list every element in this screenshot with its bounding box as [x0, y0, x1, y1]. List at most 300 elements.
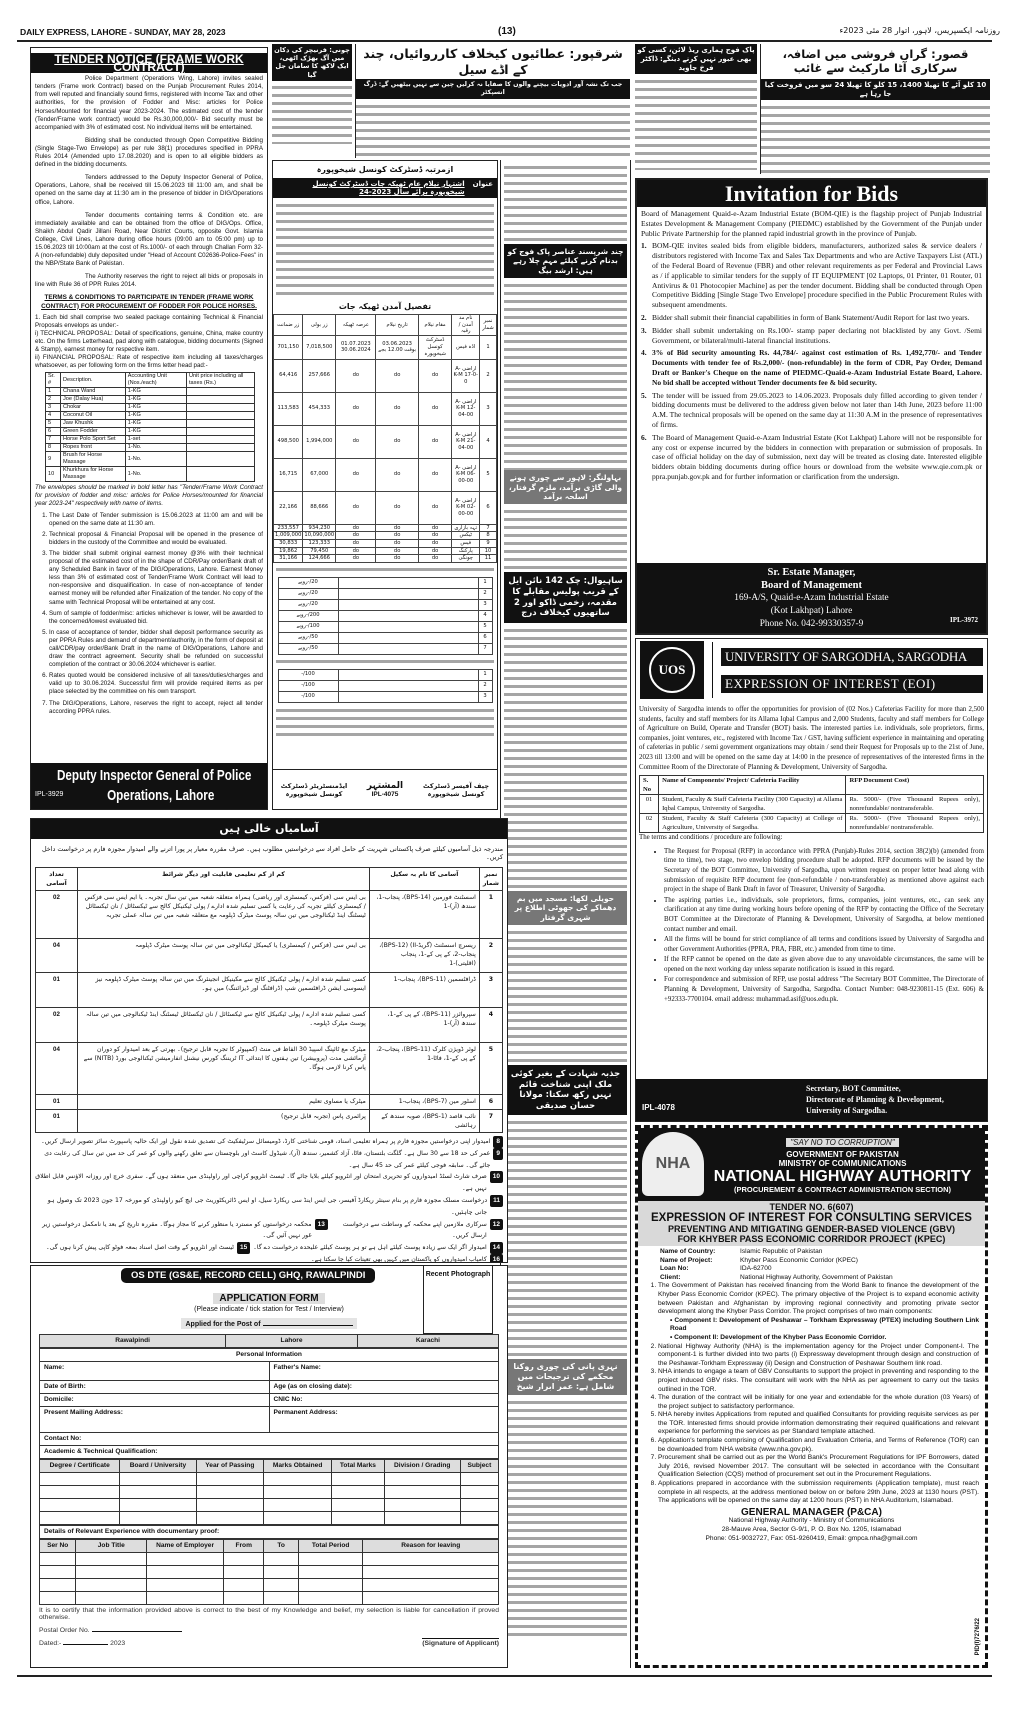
- table-cell: کسی تسلیم شدہ ادارے / پولی ٹیکنیکل کالج سے ٹیکسٹائل / نان ٹیکسٹائل ٹیسٹنگ اینڈ ٹیکنالوجی میں تین سالہ پوسٹ میٹرک ڈپلومہ۔: [78, 1008, 370, 1043]
- entry-cell[interactable]: [460, 1473, 498, 1486]
- item-number: 2.: [641, 312, 647, 322]
- applied-post-label: Applied for the Post of: [185, 1321, 261, 1328]
- row-number: 2: [478, 680, 492, 691]
- cnic-field[interactable]: CNIC No:: [269, 1394, 499, 1407]
- entry-cell[interactable]: [40, 1592, 76, 1605]
- station-karachi[interactable]: Karachi: [357, 1335, 498, 1348]
- table-cell: 1-KG: [125, 388, 186, 396]
- entry-cell[interactable]: [40, 1486, 120, 1499]
- tender-paragraph: Bidding shall be conducted through Open Competitive Bidding (Single Stage-Two Envelope) as per rule 38(1) procedures specified in PPRA Rules 2014 (Amended upto 17.08.2020) and is open to all eligible bidders as defined in the bidding documents.: [35, 136, 263, 169]
- entry-cell[interactable]: [363, 1579, 499, 1592]
- table-row: [36, 973, 503, 1008]
- entry-cell[interactable]: [223, 1566, 263, 1579]
- table-cell: Khurkhura for Horse Massage: [60, 467, 125, 482]
- detail-label: Name of Project:: [660, 1256, 713, 1264]
- table-cell: 4: [479, 1008, 502, 1043]
- entry-cell[interactable]: [264, 1486, 332, 1499]
- fee-amount: 100/-: [278, 669, 338, 680]
- fee-description: [338, 680, 478, 691]
- table-row: [46, 412, 255, 420]
- table-cell: 01: [640, 795, 659, 814]
- vacancies-ad: [30, 818, 508, 1263]
- ipl-code: IPL-4075: [371, 791, 399, 798]
- signatory-block: [636, 1079, 987, 1121]
- table-cell: do: [418, 539, 452, 547]
- note-text: امیدوار اپنی درخواستیں مجوزہ فارم پر ہمراہ تعلیمی اسناد، قومی شناختی کارڈ، ڈومیسائل سرٹیفکیٹ کی تصدیق شدہ نقول اور ایک حالیہ پاسپورٹ سائز تصویر ارسال کریں۔: [41, 1138, 491, 1145]
- detail-label: Loan No:: [660, 1265, 689, 1273]
- entry-cell[interactable]: [40, 1512, 120, 1525]
- item-text: The tender will be issued from 29.05.2023 to 14.06.2023. Proposals duly filled according to given tender / bidding documents must be delivered to the address given below not later than 14th June, 2023 before 11:00 A.M. The technical proposals will be opened on the same day at 11:30 A.M in the presence of representatives of firms.: [652, 390, 982, 429]
- table-cell: 1-KG: [125, 420, 186, 428]
- signatory-line: Secretary, BOT Committee,: [806, 1084, 901, 1093]
- entry-cell[interactable]: [223, 1592, 263, 1605]
- detail-row: [644, 1248, 979, 1257]
- table-header: نمبر شمار: [479, 868, 502, 891]
- signature-field[interactable]: (Signature of Applicant): [422, 1640, 499, 1647]
- signatory-line: 169-A/S, Quaid-e-Azam Industrial Estate: [734, 593, 889, 603]
- ad-title: Invitation for Bids: [637, 180, 986, 207]
- table-cell: 9: [46, 452, 61, 467]
- table-cell: do: [336, 524, 376, 532]
- terms-list: [639, 847, 984, 1005]
- table-cell: 19,862: [274, 547, 303, 555]
- table-cell: Ropes front: [60, 444, 125, 452]
- table-cell: بی ایس سی (فزکس، کیمسٹری اور ریاضی) ہمراہ متعلقہ شعبہ میں تین سال تجربہ۔ یا ایم ایس سی فزکس / کیمسٹری کیلئے تجربہ کی رعایت یا کسی تسلیم شدہ ادارے / پولی ٹیکنیکل کالج سے ٹیکسٹائل / نان ٹیکسٹائل ٹیسٹنگ اینڈ ٹیکنالوجی میں تین سالہ پوسٹ میٹرک ڈپلومہ مع متعلقہ شعبہ میں تین سالہ عملی تجربہ: [78, 891, 370, 939]
- table-cell: Chokar: [60, 404, 125, 412]
- row-number: 5: [478, 621, 492, 632]
- note-number-badge: 16: [490, 1254, 503, 1263]
- eoi-item: 4. The duration of the contract will be initially for one year and extendable for the whole duration (03 Years) of the project subject to satisfactory performance.: [658, 1394, 979, 1411]
- table-cell: ڈرافٹسمین (BPS-11)، پنجاب-1: [369, 973, 479, 1008]
- table-cell: 79,450: [303, 547, 336, 555]
- table-cell: do: [376, 524, 418, 532]
- entry-cell[interactable]: [384, 1486, 460, 1499]
- academic-table: [39, 1459, 499, 1525]
- logo-seal: UOS: [649, 647, 695, 693]
- fee-description: [338, 643, 478, 654]
- table-cell: 5: [480, 458, 497, 491]
- table-row: [274, 359, 497, 392]
- table-cell: 64,416: [274, 359, 303, 392]
- table-cell: 01: [36, 1095, 78, 1110]
- experience-rows: [39, 1539, 499, 1605]
- fee-row: [278, 643, 492, 654]
- note-text: سرکاری ملازمین اپنے محکمہ کے وساطت سے درخواست ارسال کریں۔: [342, 1220, 487, 1240]
- entry-cell[interactable]: [120, 1512, 196, 1525]
- note-number-badge: 9: [493, 1148, 503, 1160]
- dob-field[interactable]: Date of Birth:: [40, 1381, 270, 1394]
- entry-cell[interactable]: [196, 1499, 264, 1512]
- table-cell: 10,090,000: [304, 532, 335, 539]
- station-lahore[interactable]: Lahore: [226, 1335, 358, 1348]
- table-cell: [187, 388, 255, 396]
- table-cell: 498,500: [274, 425, 303, 458]
- entry-cell[interactable]: [363, 1592, 499, 1605]
- table-header: RFP Document Cost): [846, 776, 984, 795]
- table-header: تعداد آسامی: [36, 868, 78, 891]
- eoi-subtitle: FOR KHYBER PASS ECONOMIC CORRIDOR PROJECT (KPEC): [677, 1234, 946, 1244]
- entry-cell[interactable]: [460, 1486, 498, 1499]
- advertiser-label: المشتہر: [366, 781, 404, 791]
- table-cell: 02: [36, 891, 78, 939]
- entry-cell[interactable]: [120, 1473, 196, 1486]
- ipl-code: IPL-3972: [950, 616, 978, 624]
- name-field[interactable]: Name:: [40, 1362, 270, 1381]
- row-number: 1: [478, 669, 492, 680]
- table-header: Name of Components/ Project/ Cafeteria Facility: [659, 776, 846, 795]
- section-heading: Academic & Technical Qualification:: [40, 1446, 499, 1459]
- table-row: [36, 1110, 503, 1133]
- entry-cell[interactable]: [264, 1566, 298, 1579]
- table-cell: اراضی A-K-M 17-0-0: [452, 359, 480, 392]
- table-header: زر ضمانت: [274, 315, 303, 336]
- entry-cell[interactable]: [363, 1553, 499, 1566]
- urdu-news-column: [500, 160, 631, 1668]
- envelope-note: The envelopes should be marked in bold letter has "Tender/Frame Work Contract for provision of fodder and misc: articles for Police Horses/mounted for financial year 2023-24" respectively with name of items.: [35, 484, 263, 508]
- table-cell: 7: [46, 436, 61, 444]
- table-row: [46, 452, 255, 467]
- entry-cell[interactable]: [196, 1473, 264, 1486]
- column-header: Job Title: [76, 1540, 147, 1553]
- table-header: Accounting Unit (Nos./each): [125, 373, 186, 388]
- entry-cell[interactable]: [298, 1553, 363, 1566]
- entry-row: [40, 1473, 499, 1486]
- headline: حویلی لکھا: مسجد میں بم دھماکے کی جھوٹی اطلاع پر شہری گرفتار: [504, 891, 627, 925]
- article-body-text: [272, 84, 352, 144]
- table-cell: 1-set: [125, 436, 186, 444]
- table-row: [46, 436, 255, 444]
- table-cell: 30,833: [274, 539, 303, 547]
- entry-cell[interactable]: [120, 1486, 196, 1499]
- photo-box[interactable]: Recent Photograph: [423, 1265, 493, 1334]
- note-row: [31, 1148, 507, 1172]
- table-cell: اراضی A-K-M 06-00-00: [452, 458, 480, 491]
- table-cell: 3: [46, 404, 61, 412]
- note-text: عمر کی حد 18 سے 30 سال ہے۔ گلگت بلتستان، فاٹا، آزاد کشمیر، سندھ (آر)، شیڈول کاسٹ اور بلوچستان سے تعلق رکھنے والوں کو عمر کی حد میں تین سال کی رعایت دی جائے گی۔ سابقہ فوجی کیلئے عمر کی حد 45 سال ہے۔: [44, 1149, 491, 1169]
- table-cell: do: [336, 359, 376, 392]
- table-cell: 04: [36, 939, 78, 973]
- tender-title: TENDER NOTICE (FRAME WORK CONTRACT): [31, 53, 267, 73]
- table-cell: Coconut Oil: [60, 412, 125, 420]
- entry-cell[interactable]: [120, 1499, 196, 1512]
- entry-cell[interactable]: [76, 1553, 147, 1566]
- news-pakfauj: [635, 44, 757, 174]
- header-row: [40, 1460, 499, 1473]
- fee-description: [338, 577, 478, 588]
- article-body-text: [504, 282, 627, 470]
- article-body-text: [504, 929, 627, 1065]
- address-line: National Highway Authority - Ministry of Communications: [728, 1517, 895, 1525]
- ministry: MINISTRY OF COMMUNICATIONS: [778, 1159, 907, 1168]
- entry-cell[interactable]: [264, 1579, 298, 1592]
- fee-row: [278, 610, 492, 621]
- table-row: [36, 1008, 503, 1043]
- entry-cell[interactable]: [298, 1566, 363, 1579]
- fee-row: [278, 588, 492, 599]
- entry-row: [40, 1579, 499, 1592]
- entry-cell[interactable]: [40, 1566, 76, 1579]
- nha-logo: [642, 1132, 704, 1196]
- table-row: [36, 1095, 503, 1110]
- entry-cell[interactable]: [76, 1566, 147, 1579]
- table-row: [46, 404, 255, 412]
- table-cell: 7,018,500: [303, 335, 336, 359]
- table-cell: اسٹور مین (BPS-7)، پنجاب-1: [369, 1095, 479, 1110]
- entry-cell[interactable]: [76, 1592, 147, 1605]
- entry-cell[interactable]: [460, 1512, 498, 1525]
- condition-item: 2. Technical proposal & Financial Proposal will be opened in the presence of bidders in the custody of the Committee and would be evaluated.: [49, 531, 263, 547]
- row-number: 3: [478, 691, 492, 702]
- note-number-badge: 13: [315, 1219, 328, 1231]
- table-cell: Brush for Horse Massage: [60, 452, 125, 467]
- table-cell: 233,557: [274, 524, 303, 532]
- table-cell: لوئر ڈویژن کلرک (BPS-11)، پنجاب-2، کے پی کے-1، فاٹا-1: [369, 1043, 479, 1095]
- table-header: آسامی کا نام بہ سکیل: [369, 868, 479, 891]
- headline: جذبہ شہادت کے بغیر کوئی ملک اپنی شناخت قائم نہیں رکھ سکتا: مولانا حسان صدیقی: [504, 1065, 627, 1116]
- invitation-for-bids-ad: [635, 178, 988, 635]
- eoi-item: 6. Application's template comprising of Qualification and Evaluation Criteria, and Terms of Reference (TOR) can be downloaded from NHA website (www.nha.gov.pk).: [658, 1437, 979, 1454]
- entry-cell[interactable]: [196, 1486, 264, 1499]
- condition-item: 6. Rates quoted would be considered inclusive of all taxes/duties/charges and valid up to 30.06.2024. Successful firm will provide required items as per place selected by the committee on his own transport.: [49, 672, 263, 696]
- table-cell: 1-KG: [125, 412, 186, 420]
- row-number: 6: [478, 632, 492, 643]
- entry-cell[interactable]: [332, 1512, 385, 1525]
- dated-label: Dated:-: [39, 1640, 62, 1647]
- table-cell: ریسرچ اسسٹنٹ (گریڈ-II) (BPS-12)، پنجاب-2، کے پی کے-1، پنجاب (اقلیتی)-1: [369, 939, 479, 973]
- newspaper-masthead: DAILY EXPRESS, LAHORE - SUNDAY, MAY 28, 2023: [20, 27, 226, 37]
- table-cell: do: [336, 425, 376, 458]
- fee-amount: 200/-روپے: [278, 610, 338, 621]
- note-row: [31, 1171, 507, 1195]
- signatory-line: Operations, Lahore: [107, 787, 215, 804]
- table-header: مقام نیلام: [418, 315, 452, 336]
- entry-cell[interactable]: [384, 1512, 460, 1525]
- table-cell: [187, 420, 255, 428]
- table-cell: 2: [46, 396, 61, 404]
- condition-item: 1. The Last Date of Tender submission is 15.06.2023 at 11:00 am and will be opened on the same date at 11:30 am.: [49, 512, 263, 528]
- tender-number: TENDER NO. 6(607): [769, 1202, 854, 1212]
- table-cell: [187, 396, 255, 404]
- personal-info-table: [39, 1334, 499, 1348]
- table-cell: 701,150: [274, 335, 303, 359]
- ad-title: اشتہار نیلام عام ٹھیکہ جات ڈسٹرکٹ کونسل شیخوپورہ برائے سال 2023-24: [312, 180, 465, 196]
- entry-cell[interactable]: [264, 1473, 332, 1486]
- entry-cell[interactable]: [298, 1579, 363, 1592]
- form-title: APPLICATION FORM: [213, 1293, 324, 1304]
- column-header: Subject: [460, 1460, 498, 1473]
- government: GOVERNMENT OF PAKISTAN: [786, 1150, 899, 1159]
- address-line: Phone: 051-9032727, Fax: 051-9260419, Email: gmpca.nha@gmail.com: [705, 1534, 918, 1542]
- table-cell: 67,000: [303, 458, 336, 491]
- table-cell: Rs. 5000/- (Five Thousand Rupees only), nonrefundable/ nontransferable.: [846, 795, 984, 814]
- entry-cell[interactable]: [76, 1579, 147, 1592]
- terms-item: • The Request for Proposal (RFP) in accordance with PPRA (Punjab)-Rules 2014, section 38(2)(b) (amended from time to time), two stage, two envelop bidding procedure shall be adopted. RFP documents will be issued by the Secretary of the BOT Committee, University of Sargodha, upon written request on proper letter head along with submission of requisite RFP document fee (non-refundable / non-transferable) as mentioned above against each project in the shape of Bank Draft in favor of Treasurer, University of Sargodha.: [664, 847, 984, 895]
- tender-paragraph: The Authority reserves the right to reject all bids or proposals in line with Rule 36 of PPR Rules 2014.: [35, 273, 263, 289]
- table-header: تاریخ نیلام: [376, 315, 418, 336]
- table-cell: 1: [46, 388, 61, 396]
- entry-cell[interactable]: [223, 1579, 263, 1592]
- fee-row: [278, 577, 492, 588]
- row-number: 7: [478, 643, 492, 654]
- eoi-item: 8. Applications prepared in accordance with the submission requirements (Application template), must reach complete in all respects, at the address mentioned below on or before 29th June, 2023 at 1130 hours (PST). The applications will be opened on the same day at 1200 hours (PST) in NHA Auditorium, Islamabad.: [658, 1480, 979, 1506]
- entry-cell[interactable]: [40, 1499, 120, 1512]
- table-cell: do: [376, 392, 418, 425]
- table-row: [640, 814, 984, 833]
- entry-cell[interactable]: [384, 1473, 460, 1486]
- university-logo: [640, 641, 704, 699]
- entry-cell[interactable]: [147, 1553, 224, 1566]
- entry-cell[interactable]: [147, 1566, 224, 1579]
- clause: ii) FINANCIAL PROPOSAL: Rate of respective item including all taxes/charges whatsoever, as per following form on the firms letter head pad:-: [35, 354, 263, 370]
- table-cell: 1-KG: [125, 428, 186, 436]
- domicile-field[interactable]: Domicile:: [40, 1394, 270, 1407]
- entry-cell[interactable]: [384, 1499, 460, 1512]
- fee-row: [278, 621, 492, 632]
- permanent-address-field[interactable]: Permanent Address:: [269, 1407, 499, 1433]
- mailing-address-field[interactable]: Present Mailing Address:: [40, 1407, 270, 1433]
- item-number: 1.: [641, 241, 647, 251]
- condition-item: 4. Sum of sample of fodder/misc: articles whichever is lower, will be awarded to the concerned/lowest evaluated bid.: [49, 610, 263, 626]
- table-cell: do: [376, 458, 418, 491]
- item-text: Bidder shall submit undertaking on Rs.100/- stamp paper declaring not blacklisted by any Govt. /Semi Government, or bilateral/multi-lateral financial institutions.: [652, 325, 982, 345]
- eoi-item-text: The Government of Pakistan has received financing from the World Bank to finance the development of the Khyber Pass Economic Corridor (KPEC). The primary objective of the Project is to expand economic activity between Pakistan and Afghanistan by improving regional connectivity and promoting private sector development along the Khyber Pass Corridor. The project comprises of two main components:: [658, 1282, 979, 1316]
- entry-cell[interactable]: [264, 1512, 332, 1525]
- terms-title: TERMS & CONDITIONS TO PARTICIPATE IN TENDER (FRAME WORK CONTRACT) FOR PROCUREMENT OF FODDER FOR POLICE HORSES.: [41, 294, 257, 310]
- table-header: نمبر شمار: [480, 315, 497, 336]
- table-cell: 7: [480, 524, 497, 532]
- entry-cell[interactable]: [223, 1553, 263, 1566]
- entry-row: [40, 1592, 499, 1605]
- table-cell: نائب قاصد (BPS-1)، صوبہ سندھ کے رہائشی: [369, 1110, 479, 1133]
- table-cell: 1-No.: [125, 467, 186, 482]
- condition-item: 3. The bidder shall submit original earnest money @3% with their technical proposal of the estimated cost of in the shape of CDR/Pay order/Bank draft of any Scheduled Bank in favor of the DIG/Operations, Lahore. Earnest Money less than 3% of estimated cost of Tender/Frame Work Contract will lead to non-responsive and disqualification. In case of non-acceptance of tender earnest money will be refunded after Finalization of the tender. No copy of the same with Technical Proposal will be entertained at any cost.: [49, 550, 263, 607]
- terms-item: • All the firms will be bound for strict compliance of all terms and conditions issued by University of Sargodha and other Government Authorities (PPRA, PRA, FBR, etc.) amended from time to time.: [664, 935, 984, 954]
- clause: 1. Each bid shall comprise two sealed package containing Technical & Financial Proposals envelops as under:-: [35, 313, 263, 329]
- table-cell: do: [336, 458, 376, 491]
- dated-year: 2023: [110, 1640, 126, 1647]
- table-cell: 454,333: [303, 392, 336, 425]
- eoi-title: EXPRESSION OF INTEREST FOR CONSULTING SERVICES: [651, 1212, 972, 1224]
- fee-table: [278, 577, 493, 655]
- note-number-badge: 14: [490, 1242, 503, 1254]
- postal-order-label: Postal Order No.: [39, 1627, 90, 1634]
- column-header: Total Period: [298, 1540, 363, 1553]
- entry-cell[interactable]: [196, 1512, 264, 1525]
- table-cell: 01: [36, 1110, 78, 1133]
- entry-cell[interactable]: [40, 1553, 76, 1566]
- item-number: 6.: [641, 432, 647, 442]
- table-cell: 10: [46, 467, 61, 482]
- table-cell: 4: [46, 412, 61, 420]
- table-cell: 5: [46, 420, 61, 428]
- age-field[interactable]: Age (as on closing date):: [269, 1381, 499, 1394]
- table-cell: 16,715: [274, 458, 303, 491]
- subheadline: 10 کلو آٹے کا تھیلا 1400، 15 کلو کا تھیلا 24 سو میں فروخت کیا جا رہا ہے: [761, 79, 990, 101]
- fee-description: [338, 599, 478, 610]
- vacancies-table: [35, 867, 503, 1133]
- father-name-field[interactable]: Father's Name:: [269, 1362, 499, 1381]
- tender-paragraph: Police Department (Operations Wing, Lahore) invites sealed tenders (Frame work Contract) based on the Punjab Procurement Rules 2014, from well reputed and financially sound firms, registered with Income Tax and other authorities, for the provision of Fodder and Misc: articles for Police Horses/Mounted for financial year 2023-2024. The estimated cost of the tender (Tender/Frame work contract) would be Rs.30,000,000/- Bid security must be accompanied with 3% of estimated cost. No individual items will be entertained.: [35, 75, 263, 131]
- bid-item: [641, 433, 982, 482]
- university-name: UNIVERSITY OF SARGODHA, SARGODHA: [721, 648, 983, 666]
- detail-row: [644, 1265, 979, 1274]
- entry-cell[interactable]: [147, 1579, 224, 1592]
- table-row: [274, 335, 497, 359]
- table-cell: 1,009,000: [275, 532, 302, 539]
- table-cell: 123,333: [303, 539, 336, 547]
- table-cell: تہہ بازاری: [452, 524, 480, 532]
- date-field[interactable]: [63, 1638, 108, 1645]
- district-council-auction-ad: [272, 160, 498, 810]
- applied-post-field[interactable]: [263, 1319, 353, 1326]
- table-row: [36, 939, 503, 973]
- application-form: [30, 1265, 508, 1668]
- table-cell: do: [336, 547, 376, 555]
- table-row: [640, 795, 984, 814]
- table-header: نام مد آمدن / رقبہ: [452, 315, 480, 336]
- entry-cell[interactable]: [332, 1499, 385, 1512]
- signatory-line: Directorate of Planning & Development,: [806, 1095, 944, 1104]
- logo-text: NHA: [655, 1155, 691, 1172]
- table-cell: میٹرک یا مساوی تعلیم: [78, 1095, 370, 1110]
- entry-cell[interactable]: [264, 1592, 298, 1605]
- postal-order-field[interactable]: [92, 1625, 182, 1632]
- row-number: 3: [478, 599, 492, 610]
- table-cell: اراضی A-K-M 21-04-00: [452, 425, 480, 458]
- entry-cell[interactable]: [363, 1566, 499, 1579]
- entry-cell[interactable]: [332, 1486, 385, 1499]
- table-cell: 01: [36, 973, 78, 1008]
- entry-row: [40, 1553, 499, 1566]
- station-rawalpindi[interactable]: Rawalpindi: [40, 1335, 226, 1348]
- headline: ساہیوال: چک 142 نائن ایل کے قریب پولیس مقابلے کا مقدمہ، زخمی ڈاکو اور 2 ساتھیوں کیخلاف درج: [504, 572, 627, 623]
- entry-cell[interactable]: [264, 1499, 332, 1512]
- table-cell: 88,666: [303, 491, 336, 524]
- fee-amount: 20/-روپے: [278, 577, 338, 588]
- entry-cell[interactable]: [40, 1473, 120, 1486]
- note-text: ٹیسٹ اور انٹرویو کے وقت اصل اسناد بمعہ فوٹو کاپی پیش کرنا ہوں گی۔: [46, 1244, 234, 1252]
- entry-cell[interactable]: [332, 1473, 385, 1486]
- column-header: To: [264, 1540, 298, 1553]
- table-cell: 11: [480, 555, 497, 563]
- contact-field[interactable]: Contact No:: [40, 1433, 499, 1446]
- column-header: Total Marks: [332, 1460, 385, 1473]
- table-cell: do: [336, 532, 376, 540]
- table-cell: 2: [479, 939, 502, 973]
- divider: [17, 40, 992, 42]
- terms-item: • For correspondence and submission of RFP, use postal address "The Secretary BOT Committee, The Directorate of Planning & Development, University of Sargodha, Sargodha. Contact Number: 048-9230811-15 (Ext. 606) & +92333-7700104. email address: muhammad.asif@uos.edu.pk.: [664, 975, 984, 1004]
- table-title: تفصیل آمدن ٹھیکہ جات: [338, 302, 432, 311]
- entry-cell[interactable]: [264, 1553, 298, 1566]
- signatory-line: Board of Management: [761, 580, 862, 591]
- entry-cell[interactable]: [147, 1592, 224, 1605]
- entry-cell[interactable]: [298, 1592, 363, 1605]
- fee-description: [338, 621, 478, 632]
- tender-paragraph: Tenders addressed to the Deputy Inspector General of Police, Operations, Lahore, shall be received till 15.06.2023 till 11:00 am, and shall be opened on the same day at 11:30 am in the presence of bidder in DIG/Operations office, Lahore.: [35, 174, 263, 206]
- detail-label: Client:: [660, 1273, 681, 1281]
- table-header: S. No: [640, 776, 659, 795]
- tender-signatory: [31, 763, 267, 809]
- table-row: [46, 444, 255, 452]
- header-row: [40, 1540, 499, 1553]
- items-table: [45, 372, 255, 482]
- article-body-text: [504, 627, 627, 891]
- bid-item: [641, 241, 982, 310]
- entry-cell[interactable]: [40, 1579, 76, 1592]
- ad-title: آسامیاں خالی ہیں: [31, 819, 507, 839]
- entry-cell[interactable]: [460, 1499, 498, 1512]
- table-cell: 31,166: [274, 555, 303, 563]
